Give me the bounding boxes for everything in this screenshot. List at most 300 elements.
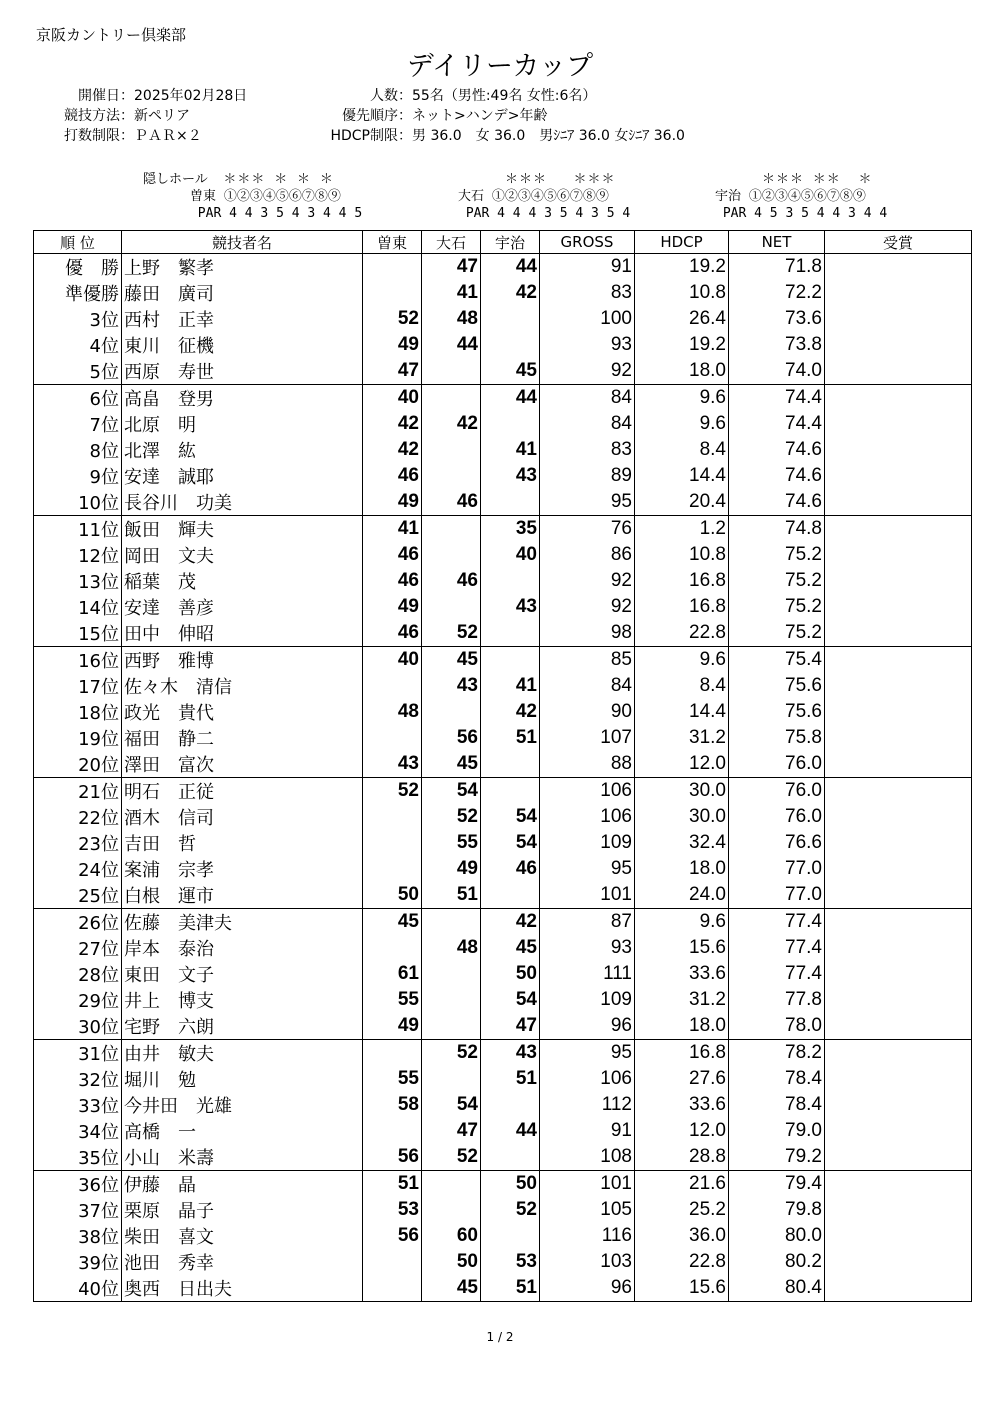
cell-c1: 49	[363, 332, 422, 358]
table-row	[34, 804, 972, 830]
cell-c3: 44	[481, 254, 540, 281]
cell-net: 79.4	[729, 1171, 825, 1198]
cell-net: 77.4	[729, 961, 825, 987]
cell-c3: 43	[481, 594, 540, 620]
cell-gross: 106	[540, 778, 635, 805]
header-award: 受賞	[825, 231, 972, 254]
cell-c2: 55	[422, 830, 481, 856]
cell-award	[825, 1223, 972, 1249]
cell-net: 74.6	[729, 463, 825, 489]
table-row	[34, 463, 972, 489]
cell-net: 78.4	[729, 1092, 825, 1118]
cell-c1: 42	[363, 411, 422, 437]
cell-hdcp: 8.4	[635, 437, 729, 463]
cell-award	[825, 830, 972, 856]
cell-net: 79.0	[729, 1118, 825, 1144]
cell-name: 岡田 文夫	[122, 542, 363, 568]
cell-c3	[481, 306, 540, 332]
table-row	[34, 935, 972, 961]
par-values: 4 4 4 3 5 4 3 5 4	[497, 206, 631, 221]
cell-award	[825, 385, 972, 412]
cell-c2: 48	[422, 935, 481, 961]
cell-award	[825, 1118, 972, 1144]
table-header-row	[34, 231, 972, 254]
cell-name: 上野 繁孝	[122, 254, 363, 281]
cell-gross: 84	[540, 411, 635, 437]
cell-award	[825, 778, 972, 805]
cell-rank: 24位	[34, 856, 122, 882]
header-rank: 順 位	[34, 231, 122, 254]
cell-hdcp: 8.4	[635, 673, 729, 699]
cell-c3: 51	[481, 1066, 540, 1092]
cell-name: 佐藤 美津夫	[122, 909, 363, 936]
cell-gross: 103	[540, 1249, 635, 1275]
cell-c2	[422, 358, 481, 385]
cell-award	[825, 280, 972, 306]
cell-rank: 34位	[34, 1118, 122, 1144]
table-row	[34, 332, 972, 358]
cell-c1	[363, 804, 422, 830]
cell-c1: 55	[363, 987, 422, 1013]
cell-c1: 49	[363, 489, 422, 516]
cell-name: 伊藤 晶	[122, 1171, 363, 1198]
club-name: 京阪カントリー倶楽部	[36, 26, 187, 44]
cell-c2: 45	[422, 1275, 481, 1302]
header-net: NET	[729, 231, 825, 254]
hole-numbers: ①②③④⑤⑥⑦⑧⑨	[748, 189, 866, 204]
hidden-holes-course-3	[715, 171, 887, 222]
cell-gross: 76	[540, 516, 635, 543]
cell-c1: 42	[363, 437, 422, 463]
cell-c2: 54	[422, 778, 481, 805]
cell-gross: 101	[540, 1171, 635, 1198]
cell-gross: 91	[540, 254, 635, 281]
cell-award	[825, 489, 972, 516]
cell-net: 80.0	[729, 1223, 825, 1249]
table-row	[34, 1144, 972, 1171]
cell-name: 田中 伸昭	[122, 620, 363, 647]
cell-award	[825, 882, 972, 909]
cell-c3: 53	[481, 1249, 540, 1275]
cell-c3: 41	[481, 437, 540, 463]
info-value: 55名（男性:49名 女性:6名）	[412, 88, 597, 104]
cell-c1: 56	[363, 1144, 422, 1171]
cell-gross: 98	[540, 620, 635, 647]
cell-hdcp: 36.0	[635, 1223, 729, 1249]
cell-c3	[481, 411, 540, 437]
cell-c3: 43	[481, 1040, 540, 1067]
cell-hdcp: 14.4	[635, 463, 729, 489]
cell-award	[825, 332, 972, 358]
cell-c1: 40	[363, 385, 422, 412]
cell-award	[825, 751, 972, 778]
cell-award	[825, 411, 972, 437]
cell-c2: 56	[422, 725, 481, 751]
cell-c1: 46	[363, 542, 422, 568]
cell-net: 75.8	[729, 725, 825, 751]
cell-c1	[363, 1275, 422, 1302]
cell-c3	[481, 1144, 540, 1171]
cell-award	[825, 1066, 972, 1092]
cell-c2: 49	[422, 856, 481, 882]
cell-c2: 47	[422, 1118, 481, 1144]
cell-award	[825, 647, 972, 674]
cell-net: 78.4	[729, 1066, 825, 1092]
cell-net: 71.8	[729, 254, 825, 281]
cell-c3	[481, 1223, 540, 1249]
cell-c1: 53	[363, 1197, 422, 1223]
cell-net: 79.2	[729, 1144, 825, 1171]
cell-gross: 108	[540, 1144, 635, 1171]
cell-net: 74.4	[729, 385, 825, 412]
cell-name: 安達 善彦	[122, 594, 363, 620]
cell-rank: 30位	[34, 1013, 122, 1040]
cell-c1: 41	[363, 516, 422, 543]
cell-c3	[481, 332, 540, 358]
cell-c3: 54	[481, 830, 540, 856]
cell-hdcp: 9.6	[635, 647, 729, 674]
cell-gross: 95	[540, 856, 635, 882]
cell-award	[825, 358, 972, 385]
hidden-hole-stars: ＊＊＊ ＊＊＊	[504, 172, 616, 187]
cell-name: 西原 寿世	[122, 358, 363, 385]
cell-name: 東川 征機	[122, 332, 363, 358]
cell-gross: 107	[540, 725, 635, 751]
cell-gross: 106	[540, 804, 635, 830]
table-row	[34, 358, 972, 385]
cell-hdcp: 31.2	[635, 987, 729, 1013]
cell-c1	[363, 673, 422, 699]
cell-rank: 28位	[34, 961, 122, 987]
cell-name: 澤田 富次	[122, 751, 363, 778]
par-values: 4 4 3 5 4 3 4 4 5	[229, 206, 363, 221]
cell-hdcp: 19.2	[635, 332, 729, 358]
cell-c2	[422, 1197, 481, 1223]
info-row-limit: 打数制限 ： ＰＡＲ×２	[46, 126, 247, 146]
table-row	[34, 1275, 972, 1302]
cell-rank: 21位	[34, 778, 122, 805]
cell-hdcp: 10.8	[635, 280, 729, 306]
cell-c3: 45	[481, 935, 540, 961]
cell-hdcp: 16.8	[635, 568, 729, 594]
hidden-holes-course-2	[458, 171, 630, 222]
par-label: PAR	[722, 206, 747, 221]
table-row	[34, 1040, 972, 1067]
table-row	[34, 647, 972, 674]
cell-hdcp: 31.2	[635, 725, 729, 751]
cell-c1	[363, 280, 422, 306]
cell-rank: 6位	[34, 385, 122, 412]
cell-c3	[481, 751, 540, 778]
course-name: 宇治	[715, 189, 742, 204]
table-row	[34, 751, 972, 778]
cell-c2: 45	[422, 647, 481, 674]
cell-name: 今井田 光雄	[122, 1092, 363, 1118]
info-value: 2025年02月28日	[134, 88, 248, 104]
cell-rank: 3位	[34, 306, 122, 332]
cell-gross: 96	[540, 1275, 635, 1302]
cell-hdcp: 10.8	[635, 542, 729, 568]
cell-c3	[481, 778, 540, 805]
cell-net: 74.4	[729, 411, 825, 437]
cell-gross: 84	[540, 673, 635, 699]
cell-c3: 45	[481, 358, 540, 385]
info-label: 打数制限	[64, 128, 120, 144]
cell-name: 酒木 信司	[122, 804, 363, 830]
cell-net: 75.2	[729, 620, 825, 647]
hidden-hole-label: 隠しホール	[143, 172, 208, 187]
cell-hdcp: 12.0	[635, 1118, 729, 1144]
cell-hdcp: 33.6	[635, 961, 729, 987]
cell-c1	[363, 935, 422, 961]
cell-c1: 46	[363, 463, 422, 489]
cell-c2	[422, 987, 481, 1013]
cell-c1: 51	[363, 1171, 422, 1198]
info-label: 人数	[370, 88, 398, 104]
cell-net: 76.0	[729, 751, 825, 778]
cell-c2: 60	[422, 1223, 481, 1249]
cell-c1	[363, 1118, 422, 1144]
cell-rank: 36位	[34, 1171, 122, 1198]
cell-name: 明石 正従	[122, 778, 363, 805]
cell-rank: 8位	[34, 437, 122, 463]
info-value: 男 36.0 女 36.0 男ｼﾆｱ 36.0 女ｼﾆｱ 36.0	[412, 128, 685, 144]
cell-gross: 116	[540, 1223, 635, 1249]
cell-net: 78.2	[729, 1040, 825, 1067]
page-title: デイリーカップ	[406, 51, 594, 82]
cell-award	[825, 463, 972, 489]
cell-name: 案浦 宗孝	[122, 856, 363, 882]
cell-name: 北澤 紘	[122, 437, 363, 463]
info-value: 新ペリア	[134, 108, 190, 124]
cell-c1	[363, 856, 422, 882]
cell-c2	[422, 594, 481, 620]
cell-name: 長谷川 功美	[122, 489, 363, 516]
table-row	[34, 1118, 972, 1144]
cell-c3: 44	[481, 385, 540, 412]
cell-hdcp: 30.0	[635, 778, 729, 805]
cell-name: 小山 米壽	[122, 1144, 363, 1171]
cell-gross: 92	[540, 568, 635, 594]
cell-gross: 88	[540, 751, 635, 778]
cell-c3: 44	[481, 1118, 540, 1144]
info-label: HDCP制限	[330, 128, 398, 144]
cell-c3	[481, 568, 540, 594]
cell-hdcp: 9.6	[635, 909, 729, 936]
cell-award	[825, 1171, 972, 1198]
results-table	[33, 230, 972, 1302]
cell-gross: 101	[540, 882, 635, 909]
cell-net: 78.0	[729, 1013, 825, 1040]
cell-name: 高畠 登男	[122, 385, 363, 412]
cell-gross: 93	[540, 332, 635, 358]
cell-net: 79.8	[729, 1197, 825, 1223]
cell-gross: 111	[540, 961, 635, 987]
cell-gross: 90	[540, 699, 635, 725]
cell-hdcp: 21.6	[635, 1171, 729, 1198]
info-row-count: 人数 ： 55名（男性:49名 女性:6名）	[300, 86, 685, 106]
cell-award	[825, 1275, 972, 1302]
info-row-hdcp: HDCP制限 ： 男 36.0 女 36.0 男ｼﾆｱ 36.0 女ｼﾆｱ 36.0	[300, 126, 685, 146]
cell-gross: 96	[540, 1013, 635, 1040]
cell-c1: 46	[363, 620, 422, 647]
cell-name: 西村 正幸	[122, 306, 363, 332]
results-body	[34, 254, 972, 1302]
cell-rank: 40位	[34, 1275, 122, 1302]
cell-c3: 52	[481, 1197, 540, 1223]
par-values: 4 5 3 5 4 4 3 4 4	[754, 206, 888, 221]
cell-rank: 39位	[34, 1249, 122, 1275]
hidden-hole-stars: ＊＊＊ ＊＊ ＊	[761, 172, 873, 187]
cell-name: 奥西 日出夫	[122, 1275, 363, 1302]
header-course-1: 曽東	[363, 231, 422, 254]
cell-name: 由井 敏夫	[122, 1040, 363, 1067]
cell-rank: 35位	[34, 1144, 122, 1171]
event-info-left	[46, 86, 247, 146]
cell-c1: 49	[363, 1013, 422, 1040]
par-label: PAR	[197, 206, 222, 221]
cell-c3: 50	[481, 961, 540, 987]
cell-net: 75.4	[729, 647, 825, 674]
cell-net: 75.6	[729, 699, 825, 725]
cell-c3	[481, 882, 540, 909]
cell-rank: 5位	[34, 358, 122, 385]
page-indicator: 1 / 2	[486, 1330, 514, 1344]
cell-rank: 4位	[34, 332, 122, 358]
cell-c3	[481, 489, 540, 516]
par-label: PAR	[465, 206, 490, 221]
cell-c2: 43	[422, 673, 481, 699]
event-info-right	[300, 86, 685, 146]
cell-award	[825, 437, 972, 463]
table-row	[34, 411, 972, 437]
cell-hdcp: 24.0	[635, 882, 729, 909]
info-row-method: 競技方法 ： 新ペリア	[46, 106, 247, 126]
cell-c2: 48	[422, 306, 481, 332]
table-row	[34, 882, 972, 909]
cell-name: 吉田 哲	[122, 830, 363, 856]
cell-c3: 43	[481, 463, 540, 489]
cell-net: 74.6	[729, 489, 825, 516]
cell-award	[825, 699, 972, 725]
cell-award	[825, 935, 972, 961]
cell-c2: 41	[422, 280, 481, 306]
header-course-3: 宇治	[481, 231, 540, 254]
cell-hdcp: 9.6	[635, 411, 729, 437]
cell-gross: 93	[540, 935, 635, 961]
cell-c3: 51	[481, 1275, 540, 1302]
cell-c3: 47	[481, 1013, 540, 1040]
cell-rank: 16位	[34, 647, 122, 674]
cell-c2	[422, 961, 481, 987]
cell-award	[825, 254, 972, 281]
cell-gross: 95	[540, 489, 635, 516]
cell-c2: 52	[422, 620, 481, 647]
cell-name: 柴田 喜文	[122, 1223, 363, 1249]
cell-net: 72.2	[729, 280, 825, 306]
cell-c2	[422, 385, 481, 412]
cell-hdcp: 15.6	[635, 935, 729, 961]
cell-name: 飯田 輝夫	[122, 516, 363, 543]
cell-c2: 50	[422, 1249, 481, 1275]
cell-c1: 52	[363, 306, 422, 332]
cell-name: 東田 文子	[122, 961, 363, 987]
cell-hdcp: 28.8	[635, 1144, 729, 1171]
cell-award	[825, 804, 972, 830]
info-value: ネット>ハンデ>年齢	[412, 108, 548, 124]
cell-name: 井上 博支	[122, 987, 363, 1013]
cell-name: 北原 明	[122, 411, 363, 437]
cell-c1: 48	[363, 699, 422, 725]
cell-c3	[481, 620, 540, 647]
cell-hdcp: 16.8	[635, 1040, 729, 1067]
table-row	[34, 1249, 972, 1275]
cell-rank: 33位	[34, 1092, 122, 1118]
cell-c1	[363, 1249, 422, 1275]
cell-name: 安達 誠耶	[122, 463, 363, 489]
cell-gross: 100	[540, 306, 635, 332]
table-row	[34, 961, 972, 987]
cell-c3	[481, 1092, 540, 1118]
cell-net: 74.6	[729, 437, 825, 463]
table-row	[34, 699, 972, 725]
cell-net: 74.8	[729, 516, 825, 543]
cell-c3: 54	[481, 987, 540, 1013]
table-row	[34, 909, 972, 936]
cell-name: 西野 雅博	[122, 647, 363, 674]
cell-rank: 20位	[34, 751, 122, 778]
cell-net: 77.4	[729, 935, 825, 961]
cell-hdcp: 18.0	[635, 1013, 729, 1040]
cell-rank: 23位	[34, 830, 122, 856]
cell-net: 76.6	[729, 830, 825, 856]
cell-hdcp: 1.2	[635, 516, 729, 543]
cell-net: 77.4	[729, 909, 825, 936]
cell-name: 福田 静二	[122, 725, 363, 751]
table-row	[34, 620, 972, 647]
cell-c2	[422, 516, 481, 543]
cell-award	[825, 1040, 972, 1067]
cell-rank: 7位	[34, 411, 122, 437]
cell-rank: 26位	[34, 909, 122, 936]
cell-c3: 42	[481, 909, 540, 936]
table-row	[34, 489, 972, 516]
table-row	[34, 280, 972, 306]
header-hdcp: HDCP	[635, 231, 729, 254]
info-label: 開催日	[78, 88, 120, 104]
cell-c2: 46	[422, 568, 481, 594]
course-name: 曽東	[189, 189, 216, 204]
cell-gross: 109	[540, 987, 635, 1013]
cell-hdcp: 22.8	[635, 620, 729, 647]
cell-c3: 54	[481, 804, 540, 830]
cell-hdcp: 33.6	[635, 1092, 729, 1118]
cell-award	[825, 1197, 972, 1223]
cell-rank: 13位	[34, 568, 122, 594]
cell-c2	[422, 1066, 481, 1092]
cell-rank: 準優勝	[34, 280, 122, 306]
cell-award	[825, 1092, 972, 1118]
cell-c2: 52	[422, 1040, 481, 1067]
cell-hdcp: 14.4	[635, 699, 729, 725]
table-row	[34, 856, 972, 882]
cell-award	[825, 306, 972, 332]
cell-hdcp: 20.4	[635, 489, 729, 516]
cell-rank: 15位	[34, 620, 122, 647]
cell-rank: 31位	[34, 1040, 122, 1067]
cell-gross: 84	[540, 385, 635, 412]
table-row	[34, 516, 972, 543]
